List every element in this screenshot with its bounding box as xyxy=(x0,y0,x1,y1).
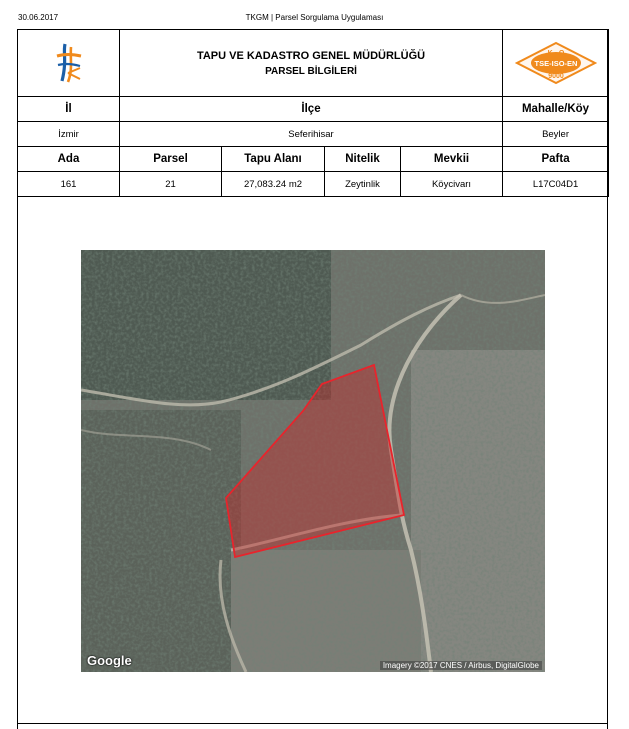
bottom-rule xyxy=(17,723,608,724)
header-row xyxy=(18,30,609,97)
parcel-info-table xyxy=(17,29,609,197)
imagery-credit: Imagery ©2017 CNES / Airbus, DigitalGlobe xyxy=(380,661,542,670)
parcel-label-row xyxy=(18,147,609,172)
mevkii-label: Mevkii xyxy=(401,147,503,172)
cert-logo-line2: TSE-ISO-EN xyxy=(534,59,577,68)
document-title: TAPU VE KADASTRO GENEL MÜDÜRLÜĞÜ xyxy=(196,49,426,62)
document-title-cell xyxy=(120,30,503,97)
mevkii-value: Köycivarı xyxy=(401,172,503,197)
cert-logo-line3: 9000 xyxy=(547,73,564,80)
mahalle-label: Mahalle/Köy xyxy=(503,97,609,122)
print-date: 30.06.2017 xyxy=(18,13,59,22)
mahalle-value: Beyler xyxy=(503,122,609,147)
nitelik-value: Zeytinlik xyxy=(325,172,401,197)
ada-label: Ada xyxy=(18,147,120,172)
page-header-title: TKGM | Parsel Sorgulama Uygulaması xyxy=(245,13,384,22)
satellite-imagery xyxy=(81,250,545,672)
satellite-map xyxy=(81,250,545,672)
tkgm-logo xyxy=(54,41,84,85)
cert-logo-line1: K - Q xyxy=(547,50,564,57)
parsel-label: Parsel xyxy=(120,147,222,172)
pafta-value: L17C04D1 xyxy=(503,172,609,197)
ilce-label: İlçe xyxy=(120,97,503,122)
tkgm-logo-cell xyxy=(18,30,120,97)
tapu-alani-value: 27,083.24 m2 xyxy=(222,172,325,197)
location-label-row xyxy=(18,97,609,122)
pafta-label: Pafta xyxy=(503,147,609,172)
cert-logo-cell xyxy=(503,30,609,97)
google-logo: Google xyxy=(87,653,132,668)
ada-value: 161 xyxy=(18,172,120,197)
parcel-value-row xyxy=(18,172,609,197)
tapu-alani-label: Tapu Alanı xyxy=(222,147,325,172)
ilce-value: Seferihisar xyxy=(120,122,503,147)
tse-iso-en-9000-logo xyxy=(515,41,597,85)
parsel-value: 21 xyxy=(120,172,222,197)
il-value: İzmir xyxy=(18,122,120,147)
location-value-row xyxy=(18,122,609,147)
document-subtitle: PARSEL BİLGİLERİ xyxy=(265,65,357,77)
nitelik-label: Nitelik xyxy=(325,147,401,172)
page-header xyxy=(0,13,629,25)
il-label: İl xyxy=(18,97,120,122)
